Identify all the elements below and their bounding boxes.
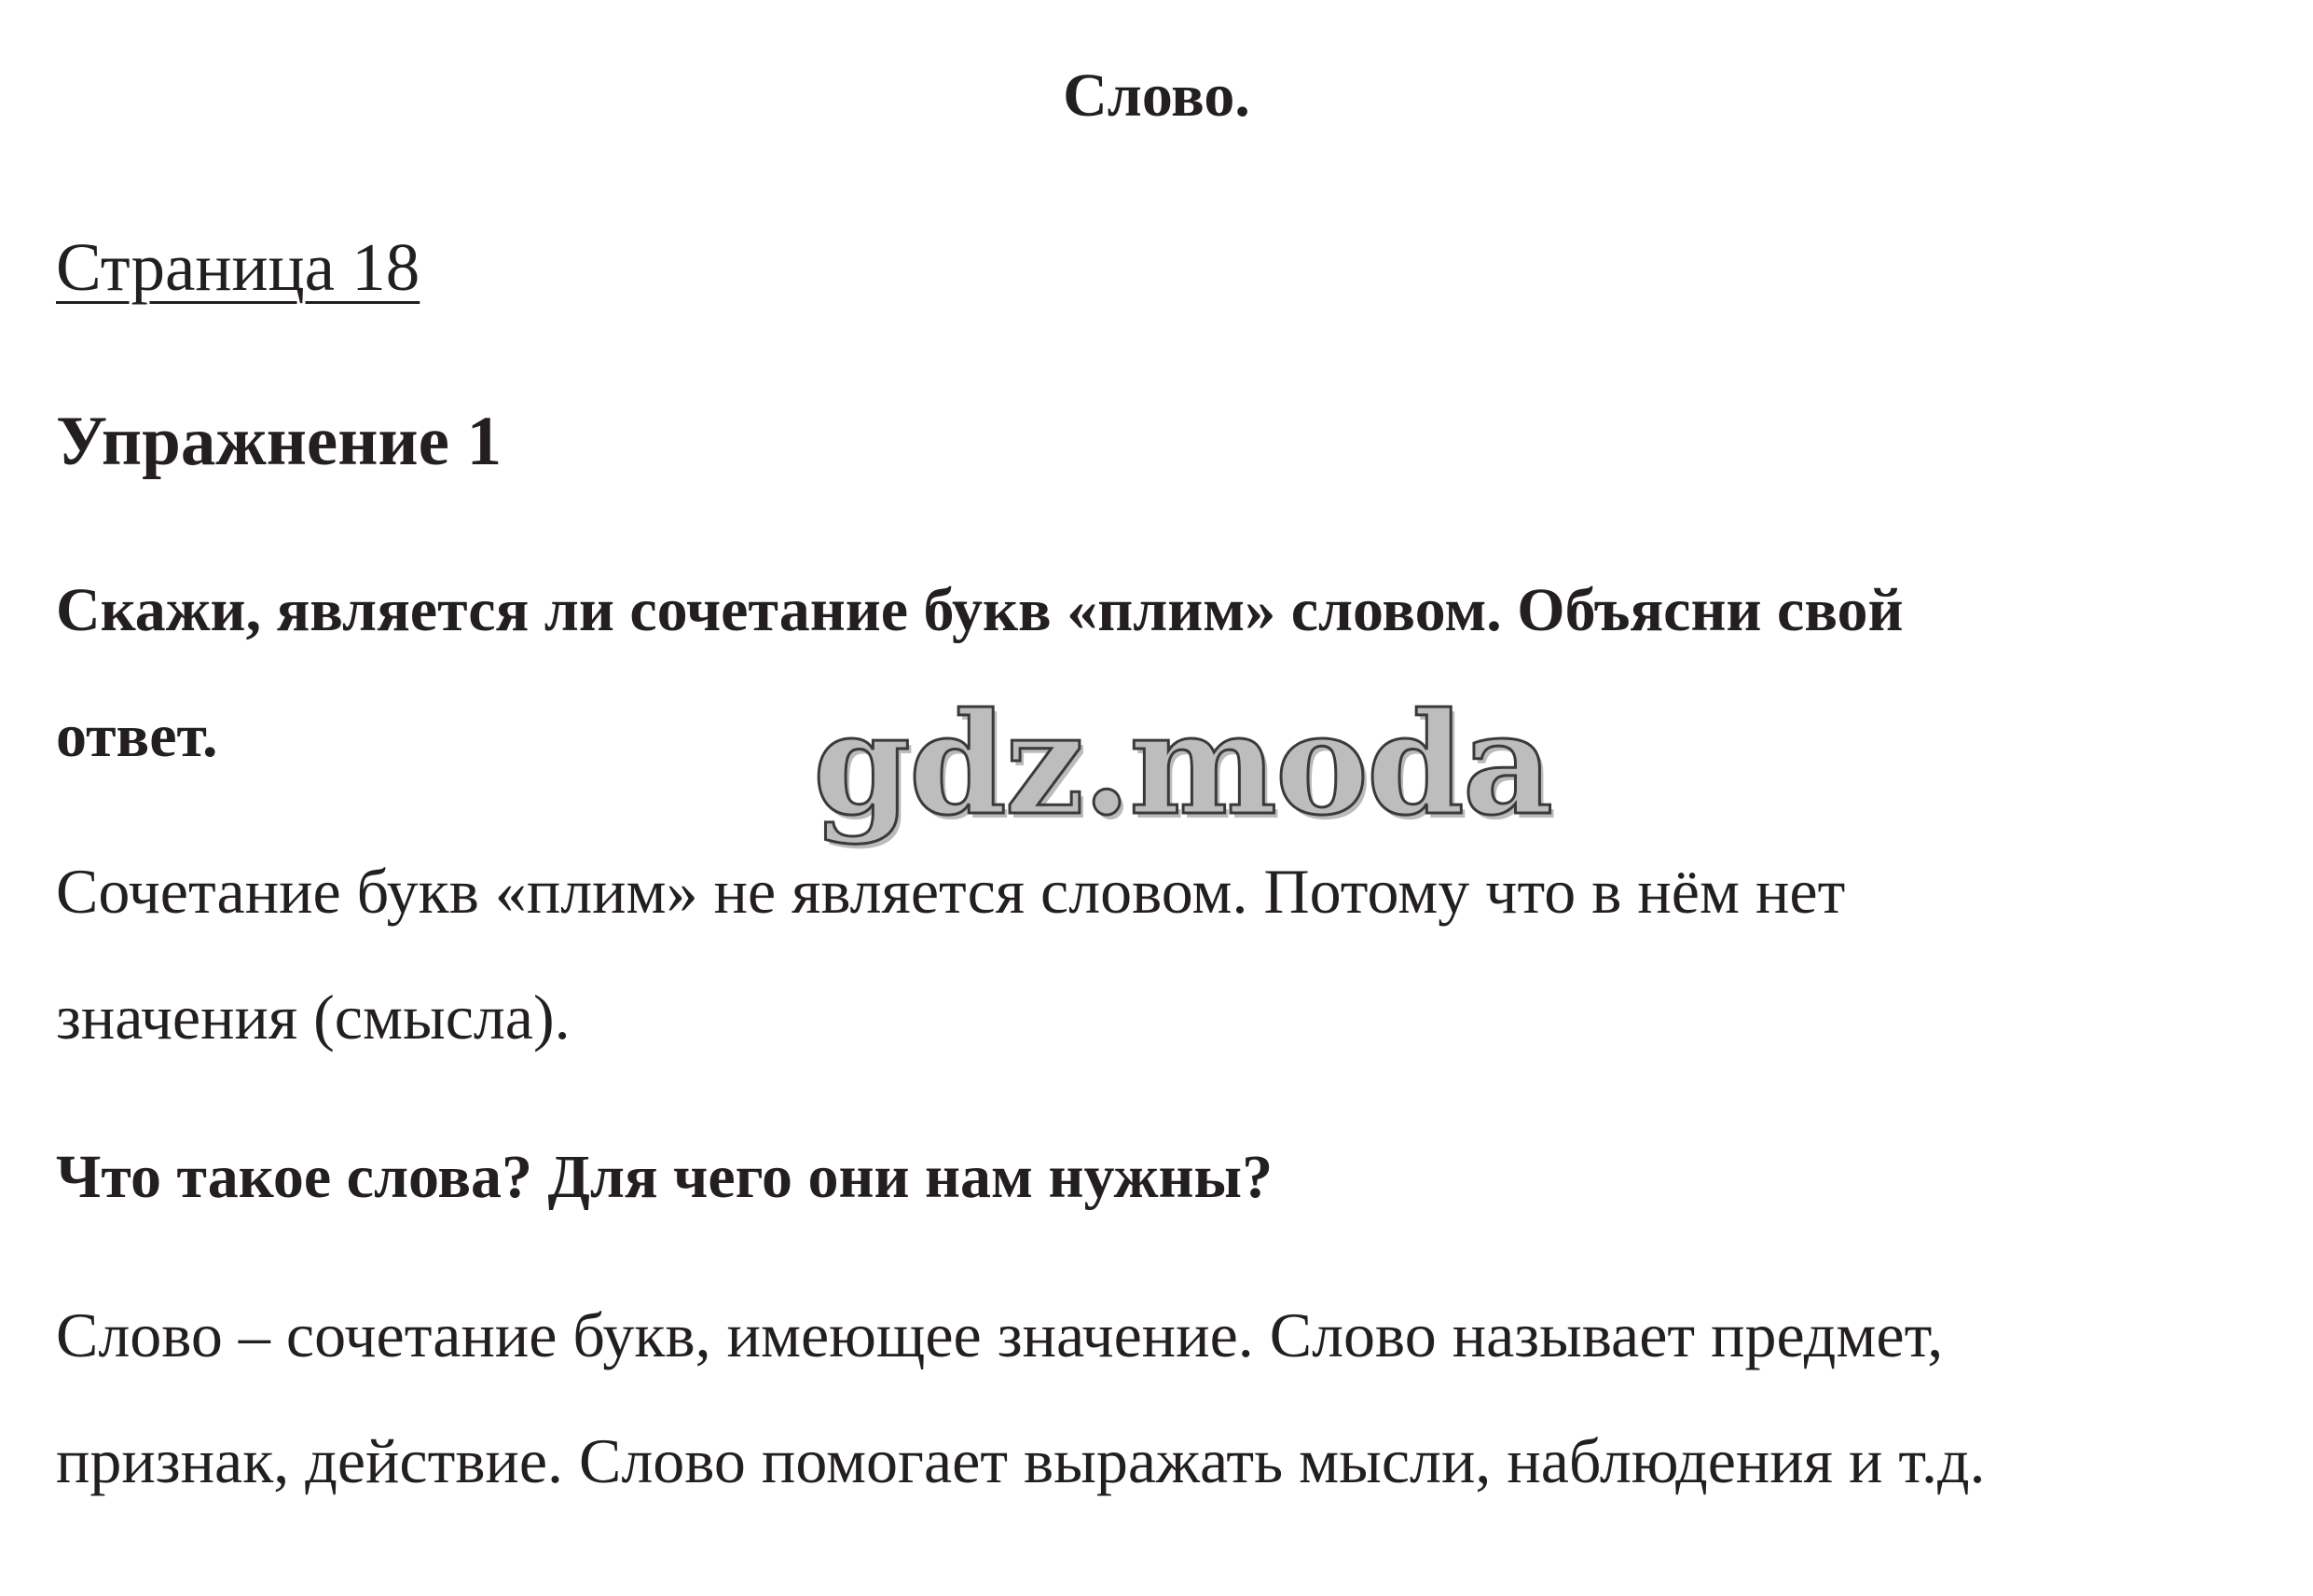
watermark-logo: gdz.moda [813,682,1552,846]
exercise-title: Упражнение 1 [56,403,503,480]
answer-2-line-2: признак, действие. Слово помогает выражать мысли, наблюдения и т.д. [56,1425,1986,1496]
question-1-line-1: Скажи, является ли сочетание букв «плим» словом. Объясни свой [56,576,1904,644]
answer-2-line-1: Слово – сочетание букв, имеющее значение. Слово называет предмет, [56,1300,1944,1370]
answer-1-line-2: значения (смысла). [56,982,571,1053]
answer-1-line-1: Сочетание букв «плим» не является словом. Потому что в нём нет [56,856,1846,927]
page-number-label: Страница 18 [56,229,420,305]
question-1-line-2: ответ. [56,702,218,770]
question-2-line-1: Что такое слова? Для чего они нам нужны? [56,1143,1274,1211]
document-title: Слово. [1063,62,1250,130]
